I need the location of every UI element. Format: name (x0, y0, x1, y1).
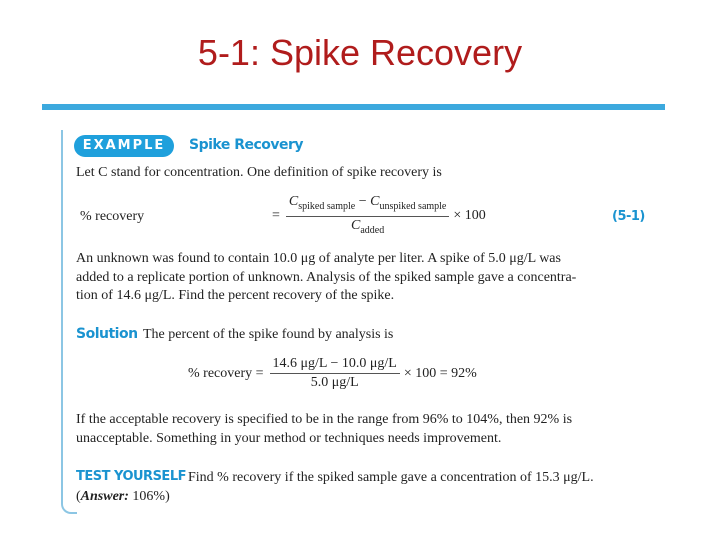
equation-number: (5-1) (612, 209, 645, 224)
eq2-rhs: × 100 = 92% (403, 365, 477, 381)
eq1-c: C (288, 194, 299, 209)
eq2-lhs: % recovery = (188, 365, 264, 381)
test-yourself-label: TEST YOURSELF (76, 469, 186, 484)
eq1-minus: − (358, 194, 367, 209)
eq2-denominator: 5.0 μg/L (310, 375, 359, 390)
slide-title: 5-1: Spike Recovery (197, 32, 523, 73)
eq1-fraction (286, 193, 449, 240)
solution-text: The percent of the spike found by analysis is (143, 327, 394, 342)
intro-text: Let C stand for concentration. One definition of spike recovery is (76, 165, 442, 180)
eq1-c: C (351, 217, 361, 233)
problem-line: added to a replicate portion of unknown. Analysis of the spiked sample gave a concentra- (76, 270, 577, 285)
solution-equation (188, 355, 477, 392)
example-heading: Spike Recovery (189, 137, 304, 153)
eq1-sub: spiked sample (298, 200, 356, 212)
problem-line: An unknown was found to contain 10.0 μg of analyte per liter. A spike of 5.0 μg/L was (76, 251, 561, 266)
conclusion-line: unacceptable. Something in your method or techniques needs improvement. (76, 431, 502, 446)
eq2-fraction (270, 355, 400, 392)
eq1-lhs: % recovery (80, 209, 145, 224)
eq1-sub: unspiked sample (379, 200, 447, 212)
eq1-c: C (370, 194, 380, 209)
example-box-border (61, 130, 77, 514)
eq1-equals: = (272, 208, 280, 224)
eq1-times: × 100 (453, 208, 486, 224)
title-divider (42, 104, 665, 110)
example-badge: EXAMPLE (74, 135, 174, 157)
answer-label: Answer: (80, 489, 129, 504)
eq2-numerator: 14.6 μg/L − 10.0 μg/L (270, 355, 400, 374)
eq1-sub: added (360, 224, 385, 236)
solution-label: Solution (76, 326, 138, 342)
answer: (Answer: 106%) (76, 489, 170, 504)
test-yourself-text: Find % recovery if the spiked sample gave a concentration of 15.3 μg/L. (188, 470, 594, 485)
conclusion-line: If the acceptable recovery is specified to be in the range from 96% to 104%, then 92% is (76, 412, 573, 427)
answer-value: 106% (132, 489, 166, 504)
problem-line: tion of 14.6 μg/L. Find the percent recovery of the spike. (76, 288, 395, 303)
equation-5-1 (272, 193, 486, 240)
